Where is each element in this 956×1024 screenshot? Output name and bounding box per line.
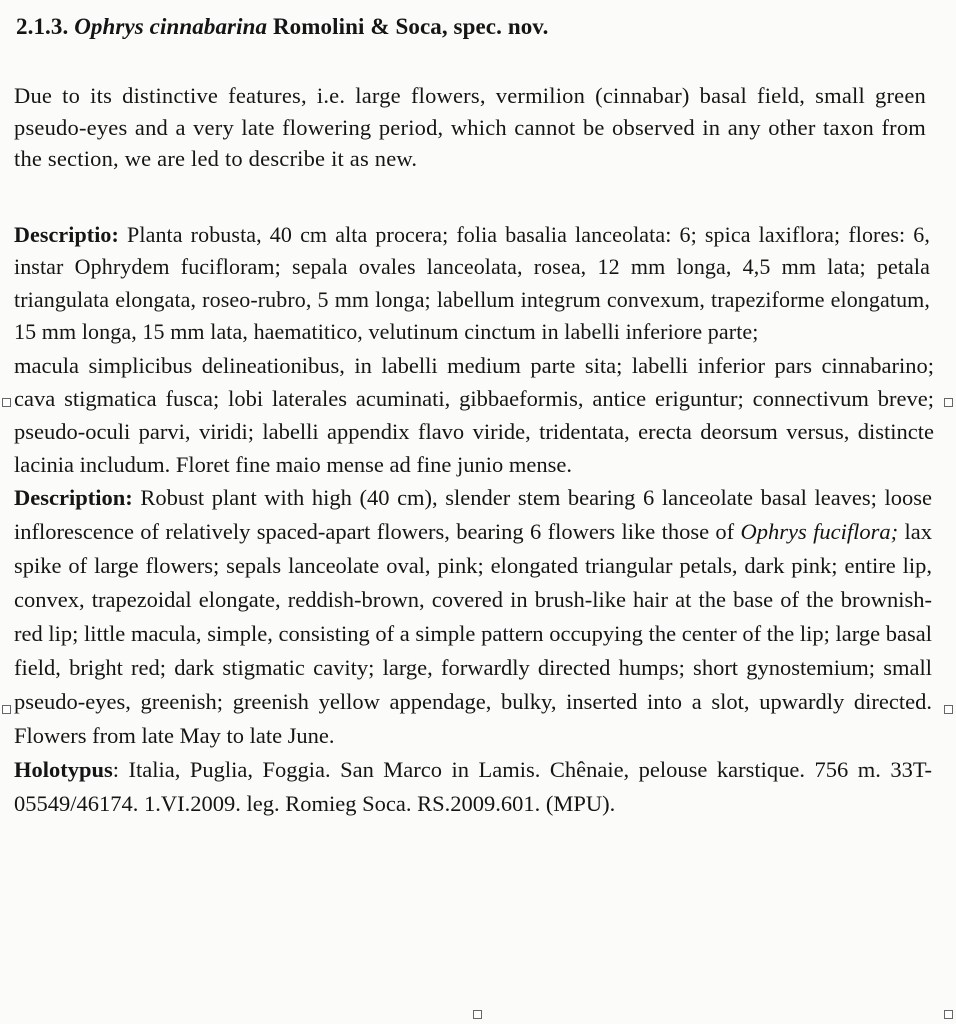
latin-description-lower: macula simplicibus delineationibus, in labelli medium parte sita; labelli inferior pars cinnabarino; cava stigmatica fusca; lobi laterales acuminati, gibbaeformis, antice eriguntur; connectivum breve; pseudo-oculi parvi, viridi; labelli appendix flavo viride, tridentata, erecta deorsum versus, distincte lacinia includum. Floret fine maio mense ad fine junio mense. bbox=[14, 352, 934, 477]
taxon-authors: Romolini & Soca, spec. nov. bbox=[272, 14, 549, 39]
holotypus-text: : Italia, Puglia, Foggia. San Marco in Lamis. Chênaie, pelouse karstique. 756 m. 33T-05549/46174. 1.VI.2009. leg. Romieg Soca. RS.2009.601. (MPU). bbox=[14, 756, 932, 816]
english-description bbox=[14, 481, 940, 753]
section-number: 2.1.3. bbox=[16, 14, 69, 39]
descriptio-text-part1: Planta robusta, 40 cm alta procera; folia basalia lanceolata: 6; spica laxiflora; flores: 6, instar Ophrydem fucifloram; sepala ovales lanceolata, rosea, 12 mm longa, 4,5 mm lata; petala triangulata elongata, roseo-rubro, 5 mm longa; labellum integrum convexum, trapeziforme elongatum, 15 mm longa, 15 mm lata, haematitico, velutinum cinctum in labelli inferiore parte; bbox=[14, 221, 930, 344]
intro-paragraph: Due to its distinctive features, i.e. large flowers, vermilion (cinnabar) basal field, small green pseudo-eyes and a very late flowering period, which cannot be observed in any other taxon from the section, we are led to describe it as new. bbox=[14, 83, 926, 171]
selection-handle-left-top[interactable] bbox=[2, 398, 11, 407]
description-text-a: Robust plant with high (40 cm), slender stem bearing 6 lanceolate basal leaves; loose inflorescence of relatively spaced-apart flowers, bearing 6 flowers like those of bbox=[14, 484, 933, 544]
section-heading bbox=[16, 12, 940, 42]
taxon-name: Ophrys cinnabarina bbox=[74, 14, 268, 39]
species-reference: Ophrys fuciflora; bbox=[740, 518, 899, 544]
description-label: Description: bbox=[14, 484, 133, 510]
latin-description-upper bbox=[14, 219, 940, 349]
holotypus-paragraph bbox=[14, 753, 940, 821]
descriptio-label: Descriptio: bbox=[14, 221, 119, 247]
selection-handle-right-top[interactable] bbox=[944, 398, 953, 407]
selection-handle-left-middle[interactable] bbox=[2, 705, 11, 714]
description-text-b: lax spike of large flowers; sepals lanceolate oval, pink; elongated triangular petals, dark pink; entire lip, convex, trapezoidal elongate, reddish-brown, covered in brush-like hair at the base of the brownish-red lip; little macula, simple, consisting of a simple pattern occupying the center of the lip; large basal field, bright red; dark stigmatic cavity; large, forwardly directed humps; short gynostemium; small pseudo-eyes, greenish; greenish yellow appendage, bulky, inserted into a slot, upwardly directed. Flowers from late May to late June. bbox=[14, 518, 932, 748]
selection-handle-bottom-center[interactable] bbox=[473, 1010, 482, 1019]
holotypus-label: Holotypus bbox=[14, 756, 113, 782]
selection-handle-bottom-right[interactable] bbox=[944, 1010, 953, 1019]
selection-handle-right-middle[interactable] bbox=[944, 705, 953, 714]
